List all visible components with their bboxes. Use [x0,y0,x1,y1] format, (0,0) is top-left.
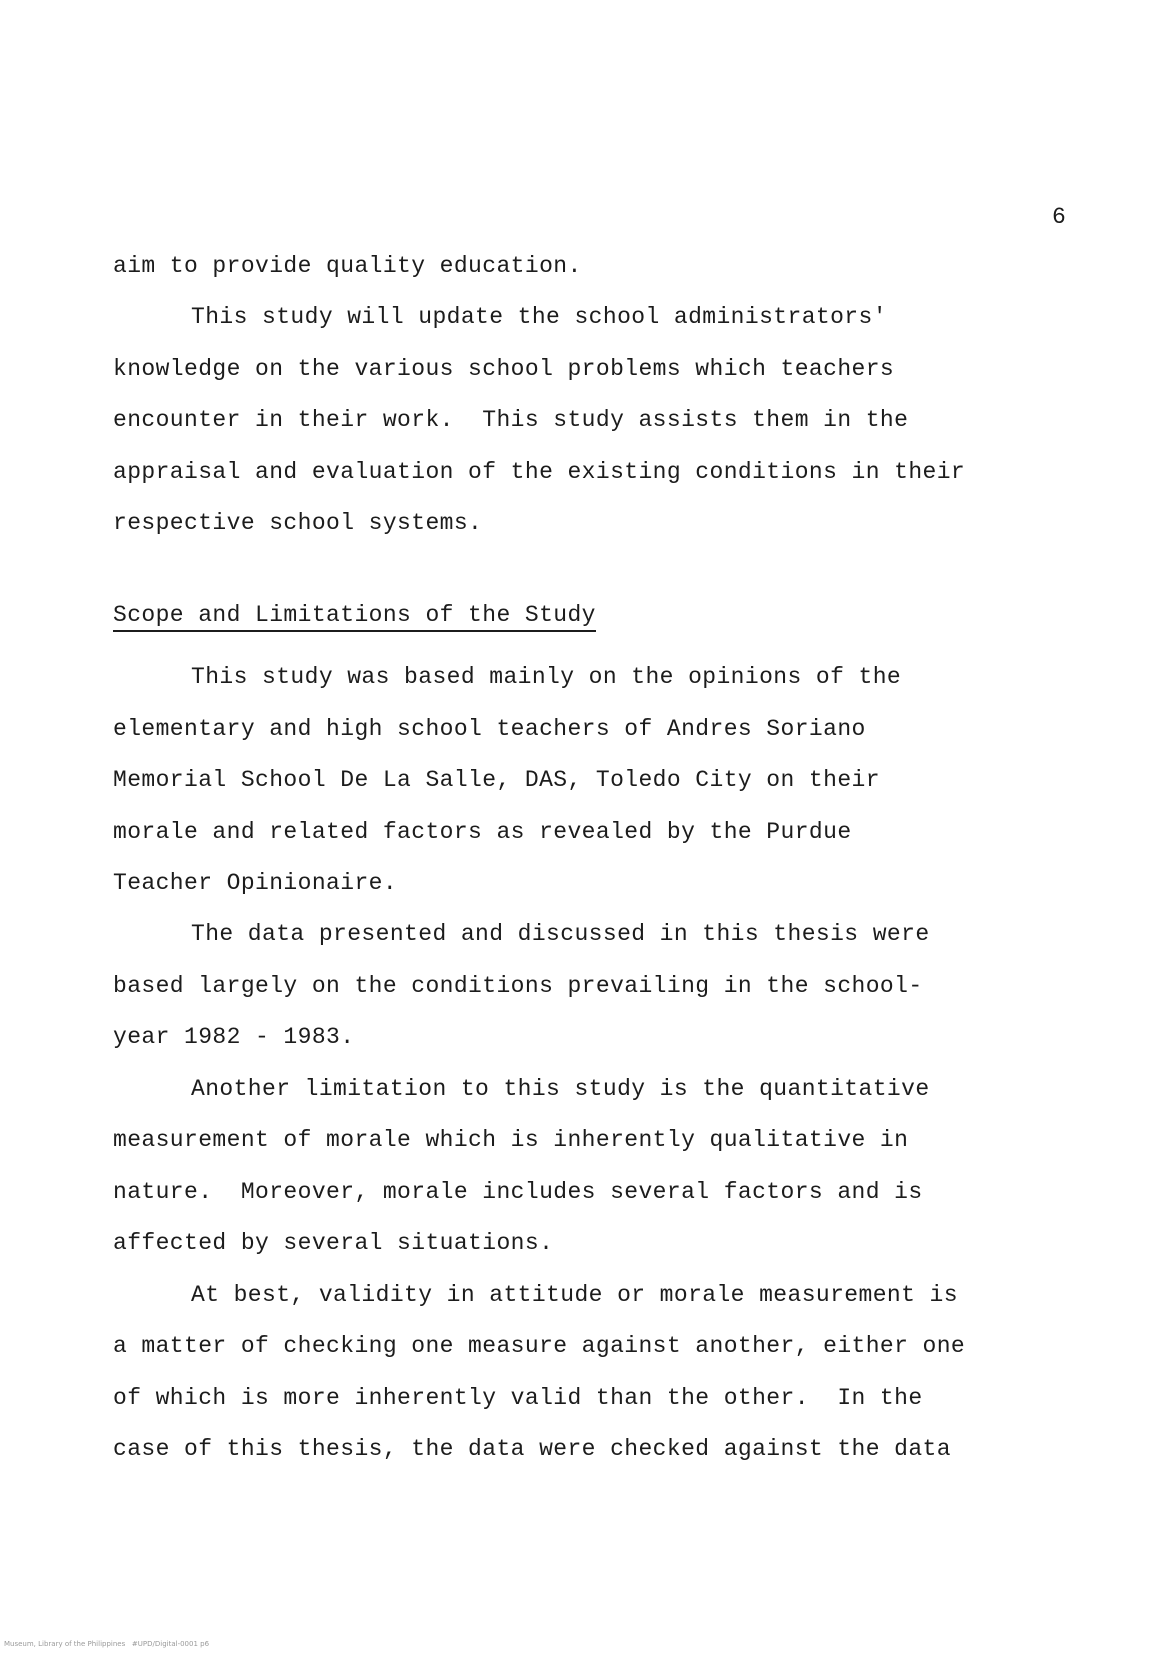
text-line: The data presented and discussed in this thesis were [191,921,930,947]
text-line: encounter in their work. This study assists them in the [113,407,909,433]
text-line: morale and related factors as revealed by the Purdue [113,819,852,845]
text-line: aim to provide quality education. [113,253,582,279]
text-line: elementary and high school teachers of Andres Soriano [113,716,866,742]
scan-footer: Museum, Library of the Philippines #UPD/Digital-0001 p6 [4,1640,210,1648]
text-line: case of this thesis, the data were checked against the data [113,1436,951,1462]
text-line: Teacher Opinionaire. [113,870,398,896]
text-line: Another limitation to this study is the quantitative [191,1076,930,1102]
text-line: This study will update the school administrators' [191,304,887,330]
text-line: appraisal and evaluation of the existing conditions in their [113,459,966,485]
text-line: knowledge on the various school problems which teachers [113,356,895,382]
section-heading: Scope and Limitations of the Study [113,602,596,632]
text-line: affected by several situations. [113,1230,554,1256]
text-line: based largely on the conditions prevailing in the school- [113,973,923,999]
text-line: nature. Moreover, morale includes several factors and is [113,1179,923,1205]
text-line: a matter of checking one measure against another, either one [113,1333,966,1359]
text-line: year 1982 - 1983. [113,1024,355,1050]
text-line: measurement of morale which is inherently qualitative in [113,1127,909,1153]
text-line: of which is more inherently valid than the other. In the [113,1385,923,1411]
page-number: 6 [1052,204,1066,230]
text-line: respective school systems. [113,510,483,536]
text-line: Memorial School De La Salle, DAS, Toledo City on their [113,767,880,793]
text-line: This study was based mainly on the opinions of the [191,664,902,690]
text-line: At best, validity in attitude or morale measurement is [191,1282,958,1308]
